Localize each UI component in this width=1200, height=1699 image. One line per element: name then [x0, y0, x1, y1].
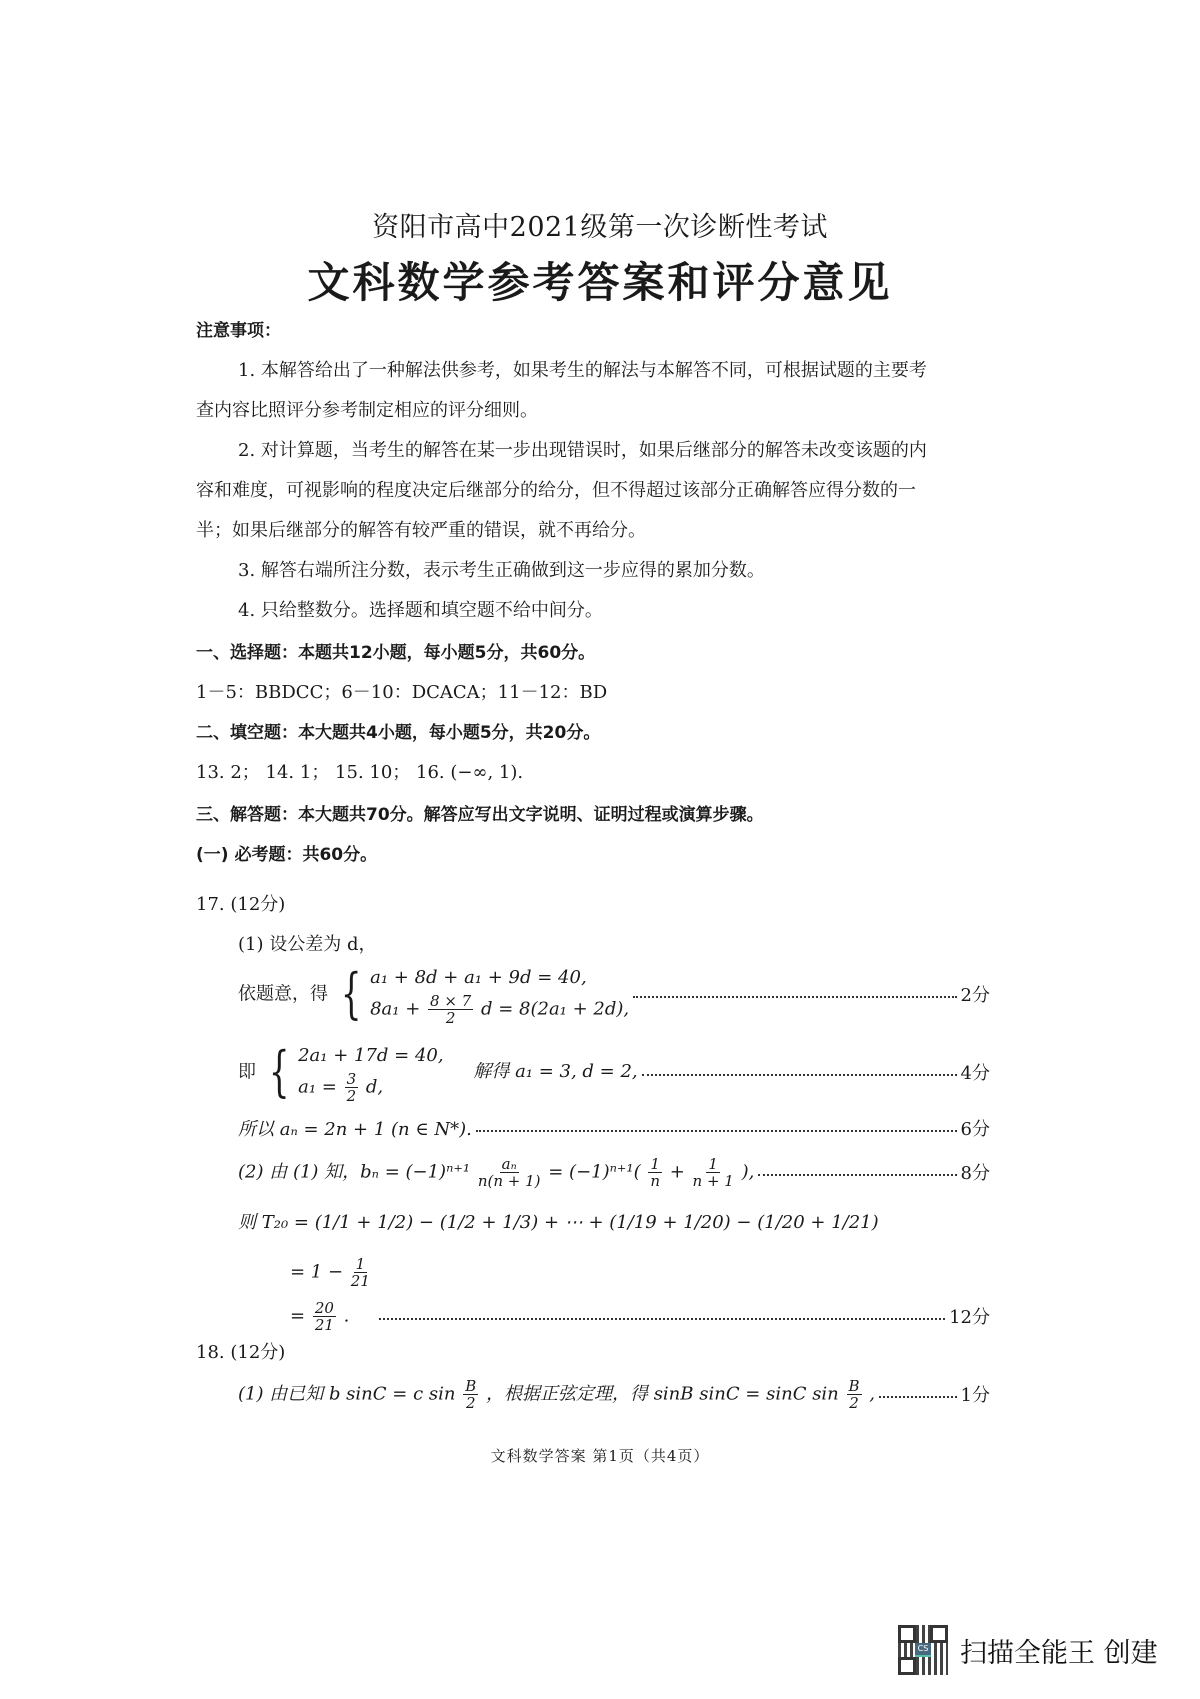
- q17-solution: 解得 a₁ = 3, d = 2,: [473, 1061, 638, 1082]
- fraction: $\frac{1}{n}$: [650, 1154, 661, 1190]
- q18-part-1-score: 1分: [960, 1385, 990, 1406]
- dotted-leader: [879, 1396, 957, 1398]
- note-4: 4. 只给整数分。选择题和填空题不给中间分。: [238, 600, 603, 621]
- equation-part: d,: [365, 1076, 384, 1097]
- note-2-line-1: 2. 对计算题，当考生的解答在某一步出现错误时，如果后继部分的解答未改变该题的内: [238, 440, 927, 461]
- section-3-heading: 三、解答题：本大题共70分。解答应写出文字说明、证明过程或演算步骤。: [196, 805, 764, 825]
- exam-subtitle: 资阳市高中2021级第一次诊断性考试: [372, 212, 828, 243]
- q18-label: 18. (12分): [196, 1342, 286, 1363]
- q17-part-2-content: (2) 由 (1) 知，bₙ = (−1)ⁿ⁺¹ $\frac{\text{aₙ}}{n(n + 1)}$ = (−1)ⁿ⁺¹( $\frac{1}{n}$ + $\frac{1}{n + 1}$ ),: [238, 1154, 755, 1190]
- q17-step-2-prefix: 即: [238, 1061, 256, 1082]
- note-1-line-1: 1. 本解答给出了一种解法供参考，如果考生的解法与本解答不同，可根据试题的主要考: [238, 360, 927, 381]
- equation-system: [334, 963, 629, 1026]
- q17-step-1-score: 2分: [960, 985, 990, 1006]
- fraction: $\frac{3}{2}$: [346, 1069, 357, 1105]
- q17-step-3-content: 所以 aₙ = 2n + 1 (n ∈ N*).: [238, 1119, 472, 1140]
- note-1-line-2: 查内容比照评分参考制定相应的评分细则。: [196, 400, 538, 421]
- qr-code-icon: [898, 1625, 948, 1675]
- q18-part-1: (1) 由已知 b sinC = c sin $\frac{B}{2}$ ，根据正弦定理，得 sinB sinC = sinC sin $\frac{B}{2}$ , 1分: [238, 1376, 990, 1412]
- camscanner-logo-icon: CS: [915, 1643, 931, 1657]
- equation-part: a₁ =: [298, 1076, 337, 1097]
- section-1-answers: 1－5：BBDCC；6－10：DCACA；11－12：BD: [196, 682, 608, 703]
- q17-step-2: [238, 1040, 990, 1104]
- notes-heading: 注意事项：: [196, 321, 281, 341]
- equation-system: [262, 1041, 444, 1104]
- q17-step-1: [238, 962, 990, 1026]
- section-2-answers: 13. 2； 14. 1； 15. 10； 16. (−∞, 1).: [196, 762, 524, 783]
- page-footer: 文科数学答案 第1页（共4页）: [490, 1447, 710, 1465]
- fraction: $\frac{1}{n + 1}$: [692, 1154, 734, 1190]
- camscanner-watermark: [898, 1625, 1158, 1675]
- dotted-leader: [476, 1130, 957, 1132]
- q17-label: 17. (12分): [196, 894, 286, 915]
- equation-part: 8a₁ +: [370, 998, 421, 1019]
- q17-step-2-score: 4分: [960, 1063, 990, 1084]
- fraction: $\frac{\text{aₙ}}{n(n + 1)}$: [477, 1154, 541, 1190]
- fraction: $\frac{B}{2}$: [465, 1376, 477, 1412]
- document-title: 文科数学参考答案和评分意见: [307, 258, 893, 307]
- dotted-leader: [633, 996, 956, 998]
- dotted-leader: [642, 1074, 957, 1076]
- section-2-heading: 二、填空题：本大题共4小题，每小题5分，共20分。: [196, 723, 601, 743]
- q17-step-2-content: [238, 1041, 638, 1104]
- left-brace-icon: {: [268, 1040, 290, 1103]
- q17-step-3: [238, 1114, 990, 1142]
- q17-step-3-score: 6分: [960, 1119, 990, 1140]
- equation-part: d = 8(2a₁ + 2d),: [480, 998, 630, 1019]
- q17-part-2: [238, 1150, 990, 1194]
- q17-step-1-content: [238, 963, 629, 1026]
- q17-step-1-prefix: 依题意，得: [238, 983, 328, 1004]
- fraction: $\frac{8 \times 7}{2}$: [430, 991, 472, 1027]
- q17-t20-line-1: 则 T₂₀ = (1/1 + 1/2) − (1/2 + 1/3) + ⋯ + (1/19 + 1/20) − (1/20 + 1/21): [238, 1212, 879, 1233]
- watermark-text: 扫描全能王 创建: [960, 1637, 1158, 1669]
- t20-expression: (1/1 + 1/2) − (1/2 + 1/3) + ⋯ + (1/19 + 1/20) − (1/20 + 1/21): [314, 1212, 879, 1233]
- dotted-leader: [379, 1318, 945, 1320]
- q17-part-2-score: 8分: [960, 1163, 990, 1184]
- left-brace-icon: {: [340, 962, 362, 1025]
- q17-t20-line-2: = 1 − $\frac{1}{21}$: [290, 1255, 370, 1290]
- note-3: 3. 解答右端所注分数，表示考生正确做到这一步应得的累加分数。: [238, 560, 765, 581]
- fraction: $\frac{1}{21}$: [350, 1255, 370, 1290]
- dotted-leader: [758, 1174, 956, 1176]
- q17-final-score: 12分: [949, 1307, 990, 1328]
- equation-line: a₁ + 8d + a₁ + 9d = 40,: [370, 966, 587, 988]
- section-3-subheading: (一) 必考题：共60分。: [196, 845, 378, 865]
- q17-part1-intro: (1) 设公差为 d，: [238, 934, 377, 955]
- fraction: $\frac{B}{2}$: [848, 1376, 860, 1412]
- fraction: $\frac{20}{21}$: [314, 1298, 334, 1334]
- q17-t20-line-3: = $\frac{20}{21}$ . 12分: [290, 1298, 990, 1334]
- equation-line: 2a₁ + 17d = 40,: [298, 1044, 444, 1066]
- note-2-line-3: 半；如果后继部分的解答有较严重的错误，就不再给分。: [196, 520, 646, 541]
- note-2-line-2: 容和难度，可视影响的程度决定后继部分的给分，但不得超过该部分正确解答应得分数的一: [196, 480, 916, 501]
- section-1-heading: 一、选择题：本题共12小题，每小题5分，共60分。: [196, 643, 596, 663]
